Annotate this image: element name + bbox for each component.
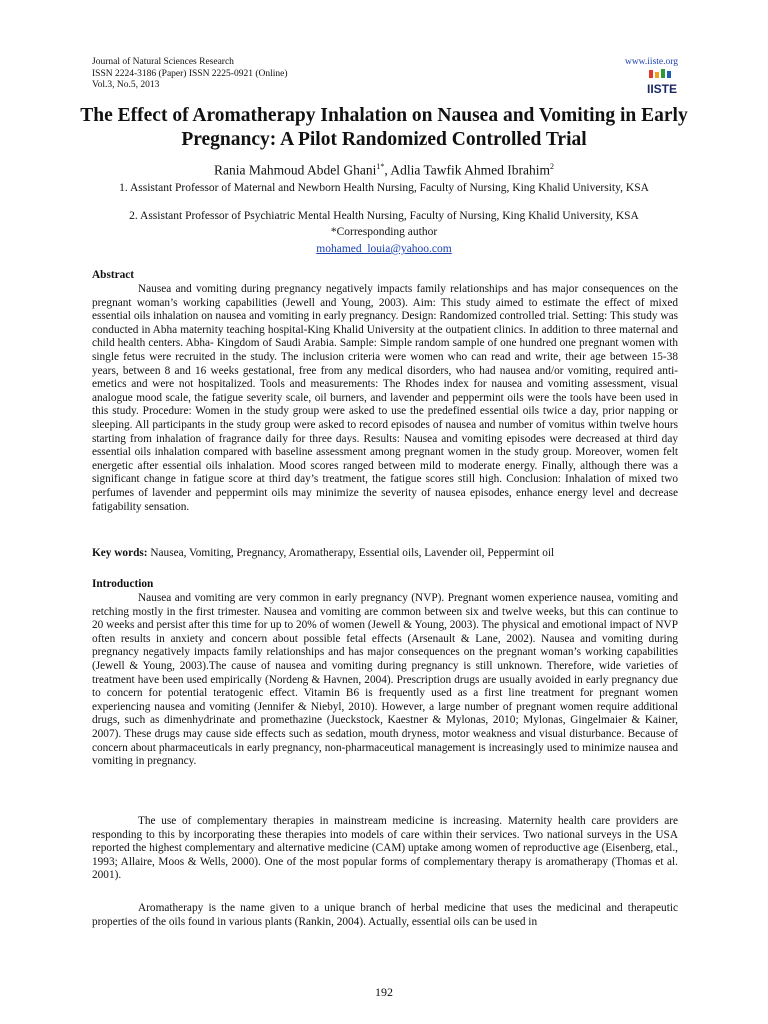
keywords-list: Nausea, Vomiting, Pregnancy, Aromatherapy, Essential oils, Lavender oil, Peppermint oil (147, 547, 555, 559)
abstract-heading: Abstract (92, 269, 135, 281)
abstract-body: Nausea and vomiting during pregnancy negatively impacts family relationships and has major consequences on the pregnant woman’s working capabilities (Jewell and Young, 2003). Aim: This study aimed to estimate the effect of mixed essential oils inhalation on nausea and vomiting in early pregnancy. Design: Randomized controlled trial. Setting: This study was conducted in Abha maternity teaching hospital-King Khalid University at the outpatient clinics. In addition to three maternal and child health centers. Abha- Kingdom of Saudi Arabia. Sample: Simple random sample of one hundred one pregnant women with single fetus were recruited in the study. The inclusion criteria were women who can read and write, their age between 15-38 years, between 8 and 16 weeks gestational, free from any medical disorders, who had nausea and/or vomiting, required anti-emetics and were not hospitalized. Tools and measurements: The Rhodes index for nausea and vomiting assessment, visual analogue mood scale, the fatigue severity scale, oil burners, and lavender and peppermint oils were the tools have been used in this study. Procedure: Women in the study group were asked to use the predefined essential oils twice a day, prior napping or sleeping. All participants in the study group were asked to record episodes of nausea and number of vomitus within twelve hours starting from inhalation of fragrance daily for three days. Results: Nausea and vomiting episodes were decreased at third day essential oils inhalation compared with baseline assessment among pregnant women in the study group. Moreover, women felt energetic after essential oils inhalation. Mood scores ranged between mild to moderate energy. Finally, although there was a significant change in fatigue score at third day’s treatment, the fatigue scores still high. Conclusion: Inhalation of mixed two perfumes of lavender and peppermint oils may minimize the severity of nausea episodes, enhance energy level and decrease fatigability sensation. (92, 283, 678, 513)
author-1-mark: 1* (376, 162, 385, 171)
author-2-mark: 2 (550, 162, 555, 171)
introduction-paragraph-2: The use of complementary therapies in mainstream medicine is increasing. Maternity health care providers are responding to this by incorporating these therapies into models of care within their services. Two national surveys in the USA reported the highest complementary and alternative medicine (CAM) uptake among women of reproductive age (Eisenberg, etal., 1993; Allaire, Moos & Wells, 2000). One of the most popular forms of complementary therapy is aromatherapy (Thomas et al. 2001). (92, 815, 678, 882)
journal-url[interactable]: www.iiste.org (624, 57, 678, 67)
author-separator: , (384, 162, 391, 178)
keywords (92, 547, 678, 561)
author-line (60, 158, 708, 179)
introduction-paragraph-3: Aromatherapy is the name given to a unique branch of herbal medicine that uses the medicinal and therapeutic properties of the oils found in various plants (Rankin, 2004). Actually, essential oils can be used in (92, 902, 678, 928)
introduction-paragraph-1: Nausea and vomiting are very common in early pregnancy (NVP). Pregnant women experience nausea, vomiting and retching mostly in the first trimester. Nausea and vomiting are common between six and twelve weeks, but this can continue to 20 weeks and persist after this time for up to 20% of women (Jewell & Young, 2003). The physical and emotional impact of NVP often results in anxiety and concern about possible fetal effects (Arsenault & Lane, 2002). Nausea and vomiting during pregnancy negatively impacts family relationships and has major consequences on the pregnant woman’s working capabilities (Jewell & Young, 2003).The cause of nausea and vomiting during pregnancy is still unknown. Therefore, wide varieties of treatment have been used empirically (Nordeng & Havnen, 2004). Prescription drugs are usually avoided in early pregnancy due to concern for potential teratogenic effect. Vitamin B6 is frequently used as a first line treatment for pregnant women experiencing nausea and vomiting (Jennifer & Niebyl, 2010). However, a large number of pregnant women require additional drugs, such as dimenhydrinate and promethazine (Jueckstock, Kaestner & Mylonas, 2010; Mylonas, Gingelmaier & Kainer, 2007). These drugs may cause side effects such as sedation, mouth dryness, motor weakness and visual disturbance. Because of concern about pharmaceuticals in early pregnancy, non-pharmaceutical management is increasingly used to minimize nausea and vomiting in pregnancy. (92, 592, 678, 768)
affiliation-1: 1. Assistant Professor of Maternal and Newborn Health Nursing, Faculty of Nursing, King Khalid University, KSA (119, 182, 649, 194)
page-number: 192 (375, 985, 393, 999)
journal-name: Journal of Natural Sciences Research (92, 57, 234, 67)
affiliation-2: 2. Assistant Professor of Psychiatric Mental Health Nursing, Faculty of Nursing, King Khalid University, KSA (129, 210, 639, 222)
journal-volume: Vol.3, No.5, 2013 (92, 80, 160, 90)
corresponding-email[interactable]: mohamed_louia@yahoo.com (316, 243, 452, 255)
keywords-label: Key words: (92, 547, 148, 559)
paper-title: The Effect of Aromatherapy Inhalation on Nausea and Vomiting in Early Pregnancy: A Pilot Randomized Controlled Trial (80, 105, 688, 150)
journal-issn: ISSN 2224-3186 (Paper) ISSN 2225-0921 (Online) (92, 68, 288, 79)
journal-url-block (625, 57, 678, 67)
corresponding-note: *Corresponding author (330, 226, 438, 238)
logo-text: IISTE (646, 82, 678, 96)
journal-header (92, 57, 288, 92)
author-1: Rania Mahmoud Abdel Ghani (213, 162, 377, 178)
iiste-logo (646, 69, 678, 97)
introduction-heading: Introduction (92, 578, 154, 590)
author-2: Adlia Tawfik Ahmed Ibrahim (390, 162, 551, 178)
